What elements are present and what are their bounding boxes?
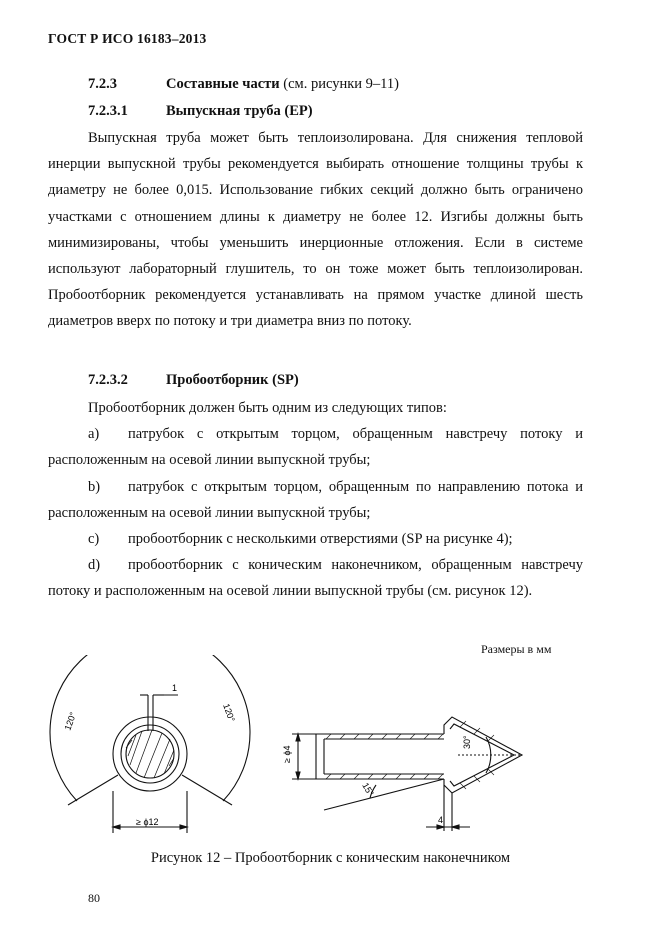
angle-bevel-label: 15° — [360, 781, 376, 798]
list-text: пробоотборник с несколькими отверстиями (SP на рисунке 4); — [128, 531, 513, 548]
list-text: патрубок с открытым торцом, обращенным по направлению потока и расположенным на осевой линии выпускной трубы; — [48, 478, 583, 521]
dim-tip-label: 4 — [438, 815, 444, 825]
section-number: 7.2.3.1 — [88, 103, 128, 119]
list-marker: c) — [88, 531, 100, 548]
section-title-rest: (см. рисунки 9–11) — [279, 76, 399, 92]
figure-caption: Рисунок 12 – Пробоотборник с коническим наконечником — [150, 850, 511, 866]
list-item-d — [48, 552, 583, 604]
section-heading-7-2-3 — [88, 76, 588, 96]
sector-line-left — [68, 775, 118, 805]
section-title: Выпускная труба (ЕР) — [166, 103, 313, 119]
section-heading-7-2-3-1 — [88, 103, 588, 123]
probe-side-view — [292, 717, 522, 831]
list-marker: b) — [88, 478, 101, 495]
pipe-ring-inner — [126, 730, 174, 778]
angle-left-label: 120° — [62, 710, 79, 732]
list-text: пробоотборник с коническим наконечником, обращенным навстречу потоку и расположенным на осевой линии выпускной трубы (см. рисунок 12). — [48, 557, 583, 600]
page-number: 80 — [88, 891, 100, 905]
list-marker: d) — [88, 557, 101, 574]
section-title — [166, 76, 399, 93]
bevel-line — [324, 779, 444, 810]
probe-drawing — [40, 655, 580, 845]
section-title-bold: Составные части — [166, 76, 280, 92]
list-item-a — [48, 421, 583, 473]
list-item-b — [48, 474, 583, 526]
dim-diameter-label: ≥ ϕ12 — [136, 817, 159, 827]
dim-slot-label: 1 — [172, 683, 178, 693]
angle-right-label: 120° — [221, 702, 237, 724]
pipe-outer-circle — [113, 717, 187, 791]
paragraph-exhaust-pipe — [48, 125, 583, 335]
tube-hatching — [326, 734, 443, 779]
document-code: ГОСТ Р ИСО 16183–2013 — [48, 31, 207, 46]
paragraph-text: Выпускная труба может быть теплоизолирована. Для снижения тепловой инерции выпускной трубы рекомендуется выбирать отношение толщины трубы к диаметру не более 0,015. Использование гибких секций должно быть ограничено участками с отношением длины к диаметру не более 12. Изгибы должны быть минимизированы, чтобы уменьшить инерционные отложения. Если в системе используют лабораторный глушитель, то он тоже может быть теплоизолирован. Пробоотборник рекомендуется устанавливать на прямом участке длиной шесть диаметров вверх по потоку и три диаметра вниз по потоку. — [48, 130, 583, 330]
section-heading-7-2-3-2 — [88, 372, 588, 392]
outer-arc — [50, 655, 250, 801]
dim-tube-diameter-label: ≥ ϕ4 — [282, 745, 292, 763]
probe-list — [48, 395, 583, 605]
list-marker: a) — [88, 426, 100, 443]
pipe-ring-outer — [121, 725, 179, 783]
section-number: 7.2.3 — [88, 76, 117, 92]
probe-end-view — [50, 655, 250, 833]
sizes-note: Размеры в мм — [481, 642, 552, 656]
list-item-c — [48, 526, 583, 552]
probe-intro: Пробоотборник должен быть одним из следующих типов: — [88, 400, 447, 416]
sector-line-right — [182, 775, 232, 805]
list-text: патрубок с открытым торцом, обращенным навстречу потоку и расположенным на осевой линии выпускной трубы; — [48, 426, 583, 469]
angle-tip-label: 30° — [462, 735, 472, 749]
section-title: Пробоотборник (SP) — [166, 372, 299, 388]
section-number: 7.2.3.2 — [88, 372, 128, 388]
